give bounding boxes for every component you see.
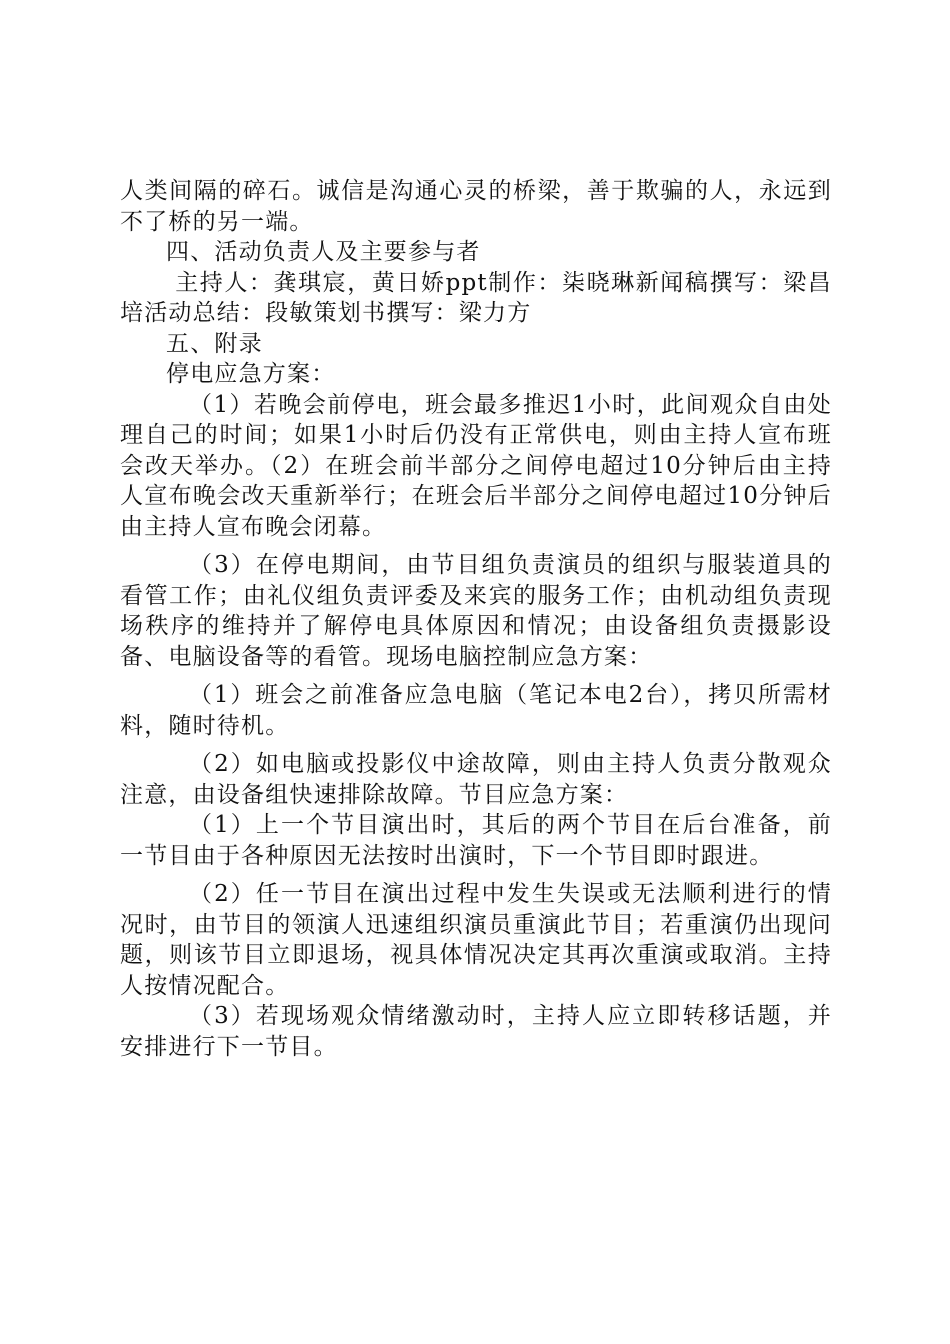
- heading-section-four: 四、活动负责人及主要参与者: [166, 239, 481, 265]
- paragraph-computer-2: （2）如电脑或投影仪中途故障，则由主持人负责分散观众注意，由设备组快速排除故障。节目应急方案：: [120, 751, 832, 808]
- paragraph-computer-1: （1）班会之前准备应急电脑（笔记本电2台），拷贝所需材料，随时待机。: [120, 682, 832, 739]
- paragraph-integrity-closing: 人类间隔的碎石。诚信是沟通心灵的桥梁，善于欺骗的人，永远到不了桥的另一端。: [120, 178, 832, 235]
- heading-section-five: 五、附录: [166, 330, 263, 357]
- paragraph-program-3: （3）若现场观众情绪激动时，主持人应立即转移话题，并安排进行下一节目。: [120, 1003, 832, 1060]
- paragraph-program-1: （1）上一个节目演出时，其后的两个节目在后台准备，前一节目由于各种原因无法按时出演时，下一个节目即时跟进。: [120, 812, 832, 869]
- paragraph-outage-1-2: （1）若晚会前停电，班会最多推迟1小时，此间观众自由处理自己的时间；如果1小时后仍没有正常供电，则由主持人宣布班会改天举办。（2）在班会前半部分之间停电超过10分钟后由主持人宣布晚会改天重新举行；在班会后半部分之间停电超过10分钟后由主持人宣布晚会闭幕。: [120, 391, 832, 540]
- heading-power-outage-plan: 停电应急方案：: [166, 361, 336, 387]
- document-body: [120, 176, 832, 1062]
- paragraph-participants: 主持人：龚琪宸，黄日娇ppt制作：柒晓琳新闻稿撰写：梁昌培活动总结：段敏策划书撰写：梁力方: [120, 269, 832, 326]
- paragraph-program-2: （2）任一节目在演出过程中发生失误或无法顺利进行的情况时，由节目的领演人迅速组织演员重演此节目；若重演仍出现问题，则该节目立即退场，视具体情况决定其再次重演或取消。主持人按情况配合。: [120, 881, 832, 999]
- paragraph-outage-3: （3）在停电期间，由节目组负责演员的组织与服装道具的看管工作；由礼仪组负责评委及来宾的服务工作；由机动组负责现场秩序的维持并了解停电具体原因和情况；由设备组负责摄影设备、电脑设备等的看管。现场电脑控制应急方案：: [120, 552, 832, 670]
